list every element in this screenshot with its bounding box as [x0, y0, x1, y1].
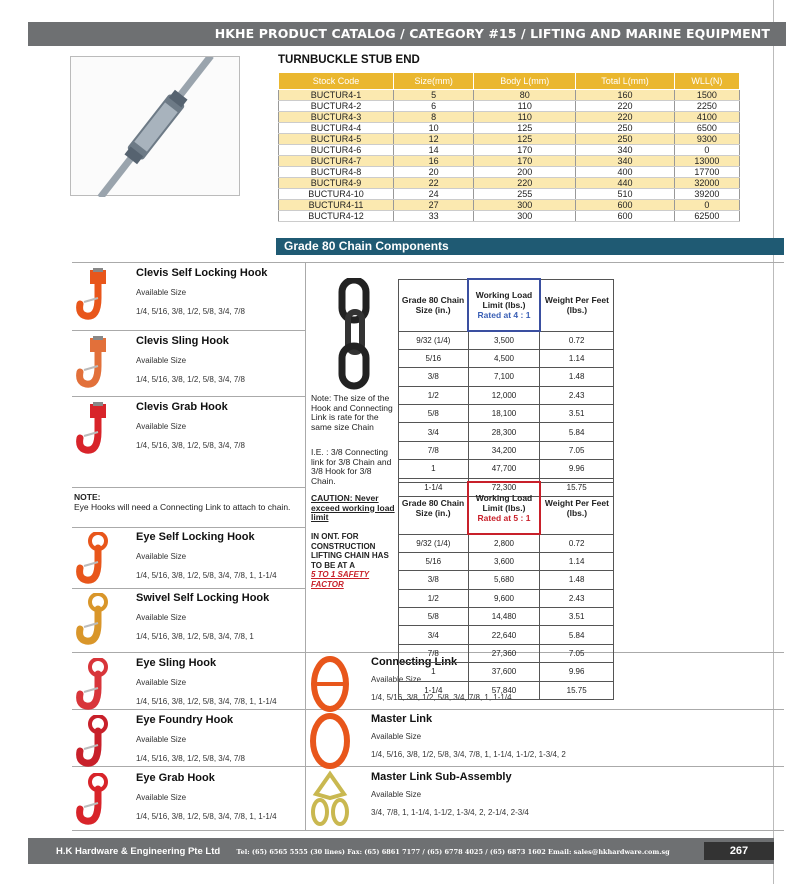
eye-grab-hook-icon: [76, 773, 120, 836]
table-cell: 28,300: [468, 423, 540, 441]
table-cell: 1.48: [540, 368, 614, 386]
table-cell: 3/8: [399, 571, 469, 589]
table-cell: 5,680: [468, 571, 540, 589]
table-row: [399, 534, 614, 552]
table-cell: 1: [399, 460, 469, 478]
note-label: NOTE:: [74, 492, 101, 502]
table-cell: 32000: [674, 178, 739, 189]
table-cell: 33: [394, 211, 474, 222]
page-number: 267: [704, 842, 774, 860]
table-cell: 9,600: [468, 589, 540, 607]
product-name: Clevis Sling Hook: [136, 335, 229, 347]
table-cell: 1-1/4: [399, 681, 469, 699]
table-cell: 1/2: [399, 589, 469, 607]
table-cell: 2.43: [540, 386, 614, 404]
table-row: [279, 134, 740, 145]
table-cell: BUCTUR4-3: [279, 112, 394, 123]
table-cell: 12: [394, 134, 474, 145]
table-cell: 62500: [674, 211, 739, 222]
table-cell: 400: [576, 167, 675, 178]
table-cell: 1500: [674, 90, 739, 101]
divider: [72, 487, 305, 488]
table-row: [399, 368, 614, 386]
wl2-rate: Rated at 5 : 1: [477, 513, 531, 523]
grade80-title: Grade 80 Chain Components: [276, 238, 784, 255]
product-sizes: 1/4, 5/16, 3/8, 1/2, 5/8, 3/4, 7/8, 1, 1-1/4: [371, 693, 512, 702]
chain-photo: [330, 278, 380, 390]
table-cell: 110: [474, 101, 576, 112]
table-cell: BUCTUR4-5: [279, 134, 394, 145]
table-cell: 4,500: [468, 349, 540, 367]
table-cell: 5.84: [540, 626, 614, 644]
table-cell: 1/2: [399, 386, 469, 404]
table-cell: 20: [394, 167, 474, 178]
table-cell: 18,100: [468, 405, 540, 423]
wl1-h3: Weight Per Feet (lbs.): [540, 279, 614, 331]
table-cell: 440: [576, 178, 675, 189]
table-cell: 300: [474, 211, 576, 222]
master-link-icon: [308, 712, 352, 775]
table-cell: BUCTUR4-2: [279, 101, 394, 112]
footer-bar: [28, 838, 774, 864]
table-cell: 6500: [674, 123, 739, 134]
product-sizes: 1/4, 5/16, 3/8, 1/2, 5/8, 3/4, 7/8, 1, 1-1/4: [136, 697, 277, 706]
table-cell: 510: [576, 189, 675, 200]
product-name: Connecting Link: [371, 656, 458, 668]
divider: [72, 830, 784, 831]
table-cell: 220: [576, 112, 675, 123]
table-cell: 5/8: [399, 608, 469, 626]
table-cell: 5/16: [399, 349, 469, 367]
footer-company: H.K Hardware & Engineering Pte Ltd: [56, 846, 221, 857]
wl1-rate: Rated at 4 : 1: [477, 310, 531, 320]
table-cell: 340: [576, 156, 675, 167]
eye-foundry-hook-icon: [76, 715, 120, 778]
wl1-h2: [468, 279, 540, 331]
product-name: Clevis Self Locking Hook: [136, 267, 268, 279]
table-cell: 340: [576, 145, 675, 156]
table-cell: BUCTUR4-7: [279, 156, 394, 167]
table-cell: 9.96: [540, 663, 614, 681]
table-cell: 5/16: [399, 552, 469, 570]
table-cell: 22: [394, 178, 474, 189]
available-size-label: Available Size: [136, 552, 187, 561]
available-size-label: Available Size: [371, 790, 422, 799]
table-cell: 110: [474, 112, 576, 123]
table-cell: 3/8: [399, 368, 469, 386]
table-row: [399, 441, 614, 459]
table-cell: 170: [474, 156, 576, 167]
table-cell: 7.05: [540, 441, 614, 459]
product-sizes: 1/4, 5/16, 3/8, 1/2, 5/8, 3/4, 7/8: [136, 375, 245, 384]
table-cell: 125: [474, 123, 576, 134]
table-row: [279, 200, 740, 211]
table-row: [399, 644, 614, 662]
note-text: Eye Hooks will need a Connecting Link to attach to chain.: [74, 502, 291, 512]
table-cell: 27: [394, 200, 474, 211]
table-cell: 57,840: [468, 681, 540, 699]
available-size-label: Available Size: [136, 793, 187, 802]
wl2-h3: Weight Per Feet (lbs.): [540, 482, 614, 534]
table-cell: 255: [474, 189, 576, 200]
column-divider: [305, 262, 306, 830]
available-size-label: Available Size: [136, 356, 187, 365]
clevis-self-locking-hook-icon: [76, 268, 120, 331]
table-row: [279, 167, 740, 178]
col-stock-code: Stock Code: [279, 73, 394, 90]
product-name: Eye Grab Hook: [136, 772, 215, 784]
table-cell: 6: [394, 101, 474, 112]
table-cell: 250: [576, 123, 675, 134]
divider: [72, 527, 305, 528]
table-cell: 1: [399, 663, 469, 681]
table-cell: 7/8: [399, 441, 469, 459]
grid-top-line: [72, 262, 784, 263]
table-row: [399, 552, 614, 570]
clevis-sling-hook-icon: [76, 336, 120, 399]
table-row: [279, 178, 740, 189]
table-row: [399, 386, 614, 404]
wl1-h2-text: Working Load Limit (lbs.): [475, 290, 533, 310]
table-row: [279, 101, 740, 112]
product-name: Eye Foundry Hook: [136, 714, 234, 726]
product-name: Master Link Sub-Assembly: [371, 771, 512, 783]
product-sizes: 1/4, 5/16, 3/8, 1/2, 5/8, 3/4, 7/8, 1, 1-1/4, 1-1/2, 1-3/4, 2: [371, 750, 566, 759]
table-cell: 37,600: [468, 663, 540, 681]
available-size-label: Available Size: [136, 735, 187, 744]
table-cell: 17700: [674, 167, 739, 178]
table-cell: 5.84: [540, 423, 614, 441]
table-cell: 220: [474, 178, 576, 189]
divider: [72, 709, 784, 710]
clevis-grab-hook-icon: [76, 402, 120, 465]
table-cell: 9.96: [540, 460, 614, 478]
table-cell: 220: [576, 101, 675, 112]
table-cell: 300: [474, 200, 576, 211]
table-row: [279, 211, 740, 222]
product-sizes: 1/4, 5/16, 3/8, 1/2, 5/8, 3/4, 7/8, 1, 1-1/4: [136, 571, 277, 580]
ont-note: [311, 532, 395, 589]
available-size-label: Available Size: [136, 288, 187, 297]
table-cell: 170: [474, 145, 576, 156]
wl2-h2-text: Working Load Limit (lbs.): [475, 493, 533, 513]
table-row: [399, 608, 614, 626]
master-link-sub-assembly-icon: [308, 770, 352, 833]
table-cell: 1-1/4: [399, 478, 469, 496]
table-cell: 0.72: [540, 534, 614, 552]
product-name: Master Link: [371, 713, 433, 725]
table-cell: 39200: [674, 189, 739, 200]
margin-line: [773, 0, 774, 884]
table-cell: BUCTUR4-11: [279, 200, 394, 211]
footer-contacts: Tel: (65) 6565 5555 (30 lines) Fax: (65) 6861 7177 / (65) 6778 4025 / (65) 6873 1602 Email: sales@hkhardware.com.sg: [236, 848, 670, 856]
table-cell: 160: [576, 90, 675, 101]
table-cell: 200: [474, 167, 576, 178]
table-row: [279, 145, 740, 156]
table-cell: 3,600: [468, 552, 540, 570]
table-row: [399, 663, 614, 681]
table-cell: 3.51: [540, 608, 614, 626]
wl2-h2: [468, 482, 540, 534]
table-cell: 8: [394, 112, 474, 123]
product-sizes: 1/4, 5/16, 3/8, 1/2, 5/8, 3/4, 7/8, 1, 1-1/4: [136, 812, 277, 821]
table-cell: BUCTUR4-6: [279, 145, 394, 156]
wl2-h1: Grade 80 Chain Size (in.): [399, 482, 469, 534]
product-sizes: 1/4, 5/16, 3/8, 1/2, 5/8, 3/4, 7/8: [136, 754, 245, 763]
table-cell: BUCTUR4-9: [279, 178, 394, 189]
note-eye-hooks: [74, 492, 304, 512]
table-cell: 125: [474, 134, 576, 145]
table-cell: 24: [394, 189, 474, 200]
product-sizes: 1/4, 5/16, 3/8, 1/2, 5/8, 3/4, 7/8: [136, 307, 245, 316]
wl1-h1: Grade 80 Chain Size (in.): [399, 279, 469, 331]
table-cell: 0: [674, 145, 739, 156]
table-cell: 10: [394, 123, 474, 134]
available-size-label: Available Size: [371, 732, 422, 741]
table-cell: 600: [576, 200, 675, 211]
col-wll: WLL(N): [674, 73, 739, 90]
table-cell: 600: [576, 211, 675, 222]
table-cell: 7/8: [399, 644, 469, 662]
col-total-length: Total L(mm): [576, 73, 675, 90]
table-cell: 47,700: [468, 460, 540, 478]
table-cell: 3/4: [399, 423, 469, 441]
table-row: [399, 349, 614, 367]
col-size: Size(mm): [394, 73, 474, 90]
table-cell: 3/4: [399, 626, 469, 644]
table-row: [399, 405, 614, 423]
note-size: Note: The size of the Hook and Connecting Link is rate for the same size Chain: [311, 393, 393, 432]
table-cell: 2250: [674, 101, 739, 112]
available-size-label: Available Size: [371, 675, 422, 684]
wll-table-4to1: [398, 278, 614, 497]
table-row: [399, 589, 614, 607]
table-cell: 14: [394, 145, 474, 156]
table-cell: 0.72: [540, 331, 614, 349]
table-cell: BUCTUR4-12: [279, 211, 394, 222]
table-cell: 9300: [674, 134, 739, 145]
available-size-label: Available Size: [136, 678, 187, 687]
table-header-row: [279, 73, 740, 90]
table-cell: 4100: [674, 112, 739, 123]
table-cell: 12,000: [468, 386, 540, 404]
table-row: [399, 571, 614, 589]
table-row: [279, 112, 740, 123]
wll-table-5to1: [398, 481, 614, 700]
col-body-length: Body L(mm): [474, 73, 576, 90]
table-row: [399, 423, 614, 441]
table-cell: 5: [394, 90, 474, 101]
table-cell: 72,300: [468, 478, 540, 496]
table-row: [399, 331, 614, 349]
table-cell: 7,100: [468, 368, 540, 386]
table-row: [279, 156, 740, 167]
product-sizes: 1/4, 5/16, 3/8, 1/2, 5/8, 3/4, 7/8: [136, 441, 245, 450]
table-cell: 1.14: [540, 349, 614, 367]
table-cell: 3.51: [540, 405, 614, 423]
product-name: Swivel Self Locking Hook: [136, 592, 270, 604]
product-name: Clevis Grab Hook: [136, 401, 228, 413]
table-row: [399, 460, 614, 478]
divider: [72, 766, 784, 767]
turnbuckle-title: TURNBUCKLE STUB END: [278, 54, 420, 66]
table-cell: 250: [576, 134, 675, 145]
caution-note: CAUTION: Never exceed working load limit: [311, 493, 395, 522]
table-cell: 1.48: [540, 571, 614, 589]
table-row: [279, 123, 740, 134]
product-sizes: 3/4, 7/8, 1, 1-1/4, 1-1/2, 1-3/4, 2, 2-1/4, 2-3/4: [371, 808, 529, 817]
table-cell: 9/32 (1/4): [399, 534, 469, 552]
table-cell: 15.75: [540, 681, 614, 699]
table-cell: 7.05: [540, 644, 614, 662]
table-cell: BUCTUR4-4: [279, 123, 394, 134]
turnbuckle-table: [278, 72, 740, 222]
table-cell: 22,640: [468, 626, 540, 644]
catalog-header: HKHE PRODUCT CATALOG / CATEGORY #15 / LIFTING AND MARINE EQUIPMENT: [28, 22, 786, 46]
table-cell: 2,800: [468, 534, 540, 552]
table-cell: 13000: [674, 156, 739, 167]
table-cell: 0: [674, 200, 739, 211]
table-cell: 14,480: [468, 608, 540, 626]
table-row: [399, 681, 614, 699]
note-example: I.E. : 3/8 Connecting link for 3/8 Chain and 3/8 Hook for 3/8 Chain.: [311, 447, 392, 486]
table-row: [279, 189, 740, 200]
available-size-label: Available Size: [136, 422, 187, 431]
table-cell: BUCTUR4-8: [279, 167, 394, 178]
safety-factor: 5 TO 1 SAFETY FACTOR: [311, 570, 370, 589]
table-row: [399, 626, 614, 644]
available-size-label: Available Size: [136, 613, 187, 622]
product-sizes: 1/4, 5/16, 3/8, 1/2, 5/8, 3/4, 7/8, 1: [136, 632, 254, 641]
turnbuckle-photo: [70, 56, 240, 196]
table-cell: 16: [394, 156, 474, 167]
table-cell: BUCTUR4-10: [279, 189, 394, 200]
table-cell: 1.14: [540, 552, 614, 570]
product-name: Eye Sling Hook: [136, 657, 217, 669]
ont-text: IN ONT. FOR CONSTRUCTION LIFTING CHAIN HAS TO BE AT A: [311, 532, 389, 570]
table-cell: 2.43: [540, 589, 614, 607]
swivel-self-locking-hook-icon: [76, 593, 120, 656]
table-cell: 80: [474, 90, 576, 101]
product-name: Eye Self Locking Hook: [136, 531, 255, 543]
connecting-link-icon: [308, 655, 352, 718]
table-row: [279, 90, 740, 101]
eye-sling-hook-icon: [76, 658, 120, 721]
eye-self-locking-hook-icon: [76, 532, 120, 595]
table-cell: BUCTUR4-1: [279, 90, 394, 101]
table-cell: 3,500: [468, 331, 540, 349]
table-cell: 15.75: [540, 478, 614, 496]
table-cell: 34,200: [468, 441, 540, 459]
table-cell: 9/32 (1/4): [399, 331, 469, 349]
table-cell: 5/8: [399, 405, 469, 423]
table-cell: 27,360: [468, 644, 540, 662]
